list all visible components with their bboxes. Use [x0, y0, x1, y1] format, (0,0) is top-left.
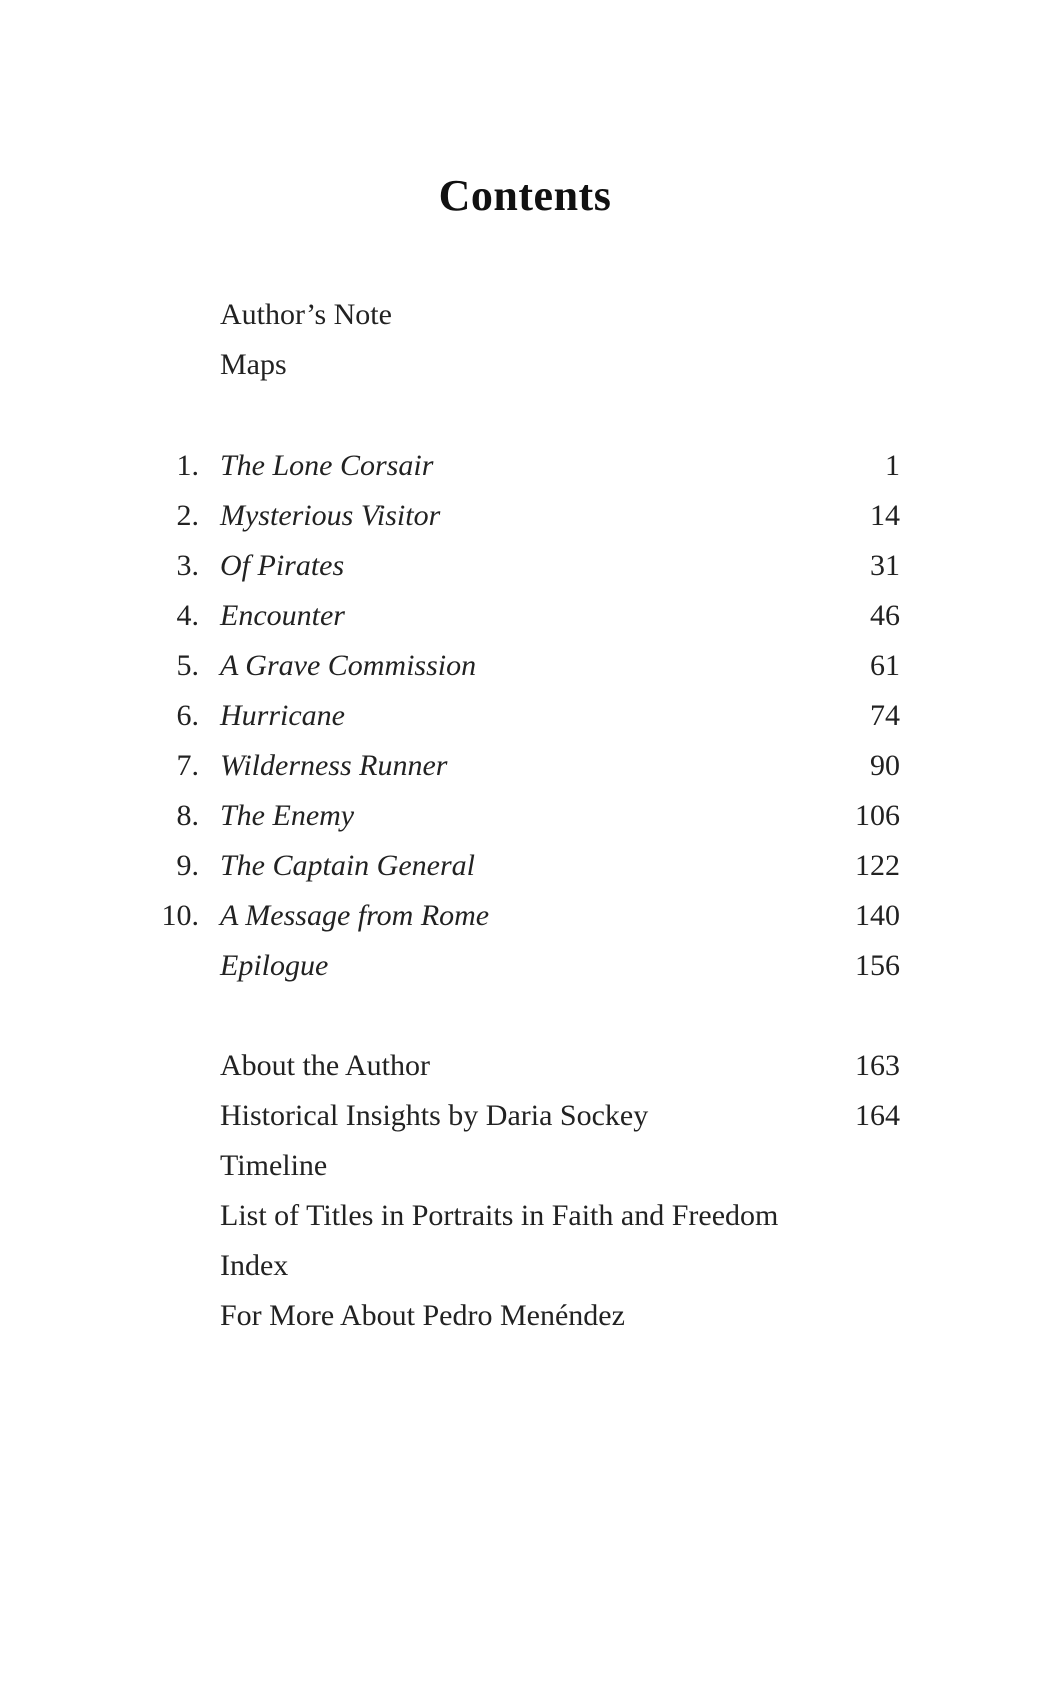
chapter-number: 9.: [176, 849, 199, 882]
page-number: 1: [885, 449, 900, 482]
toc-chapter-10[interactable]: [0, 893, 1050, 939]
chapter-title: A Grave Commission: [220, 649, 477, 682]
entry-title: Timeline: [220, 1149, 328, 1182]
page-number: 14: [870, 499, 900, 532]
toc-entry-list-of-titles[interactable]: [0, 1193, 1050, 1239]
chapter-title: Wilderness Runner: [220, 749, 448, 782]
page-number: 163: [855, 1049, 900, 1082]
chapter-title: Encounter: [220, 599, 345, 632]
chapter-title: A Message from Rome: [220, 899, 490, 932]
entry-title: Historical Insights by Daria Sockey: [220, 1099, 649, 1132]
chapter-title: The Captain General: [220, 849, 475, 882]
page-number: 140: [855, 899, 900, 932]
toc-chapter-7[interactable]: [0, 743, 1050, 789]
page-number: 31: [870, 549, 900, 582]
page-number: 74: [870, 699, 900, 732]
entry-title: Index: [220, 1249, 289, 1282]
toc-chapter-4[interactable]: [0, 593, 1050, 639]
chapter-title: Mysterious Visitor: [220, 499, 441, 532]
toc-entry-about-the-author[interactable]: [0, 1043, 1050, 1089]
toc-entry-maps[interactable]: [0, 342, 1050, 388]
page-number: 90: [870, 749, 900, 782]
entry-title: Maps: [220, 348, 287, 381]
toc-entry-historical-insights[interactable]: [0, 1093, 1050, 1139]
toc-entry-timeline[interactable]: [0, 1143, 1050, 1189]
page-title: Contents: [438, 171, 612, 220]
chapter-number: 10.: [161, 899, 199, 932]
page-number: 106: [855, 799, 900, 832]
toc-chapter-9[interactable]: [0, 843, 1050, 889]
toc-chapter-3[interactable]: [0, 543, 1050, 589]
chapter-number: 6.: [176, 699, 199, 732]
page-number: 164: [855, 1099, 900, 1132]
chapter-number: 1.: [176, 449, 199, 482]
chapter-number: 2.: [176, 499, 199, 532]
chapter-number: 5.: [176, 649, 199, 682]
chapter-number: 7.: [176, 749, 199, 782]
chapter-number: 4.: [176, 599, 199, 632]
chapter-title: The Enemy: [220, 799, 355, 832]
entry-title: About the Author: [220, 1049, 430, 1082]
toc-chapter-epilogue[interactable]: [0, 943, 1050, 989]
entry-title: Author’s Note: [220, 298, 392, 331]
chapter-title: Of Pirates: [220, 549, 345, 582]
page-number: 122: [855, 849, 900, 882]
page-number: 156: [855, 949, 900, 982]
toc-entry-for-more-about[interactable]: [0, 1293, 1050, 1339]
toc-chapter-6[interactable]: [0, 693, 1050, 739]
page-number: 61: [870, 649, 900, 682]
entry-title: List of Titles in Portraits in Faith and Freedom: [220, 1199, 779, 1232]
chapter-number: 8.: [176, 799, 199, 832]
toc-chapter-5[interactable]: [0, 643, 1050, 689]
page-number: 46: [870, 599, 900, 632]
toc-chapter-2[interactable]: [0, 493, 1050, 539]
chapter-title: The Lone Corsair: [220, 449, 434, 482]
toc-chapter-1[interactable]: [0, 443, 1050, 489]
entry-title: For More About Pedro Menéndez: [220, 1299, 625, 1332]
chapter-number: 3.: [176, 549, 199, 582]
toc-entry-authors-note[interactable]: [0, 292, 1050, 338]
chapter-title: Epilogue: [220, 949, 329, 982]
toc-chapter-8[interactable]: [0, 793, 1050, 839]
chapter-title: Hurricane: [220, 699, 345, 732]
toc-entry-index[interactable]: [0, 1243, 1050, 1289]
